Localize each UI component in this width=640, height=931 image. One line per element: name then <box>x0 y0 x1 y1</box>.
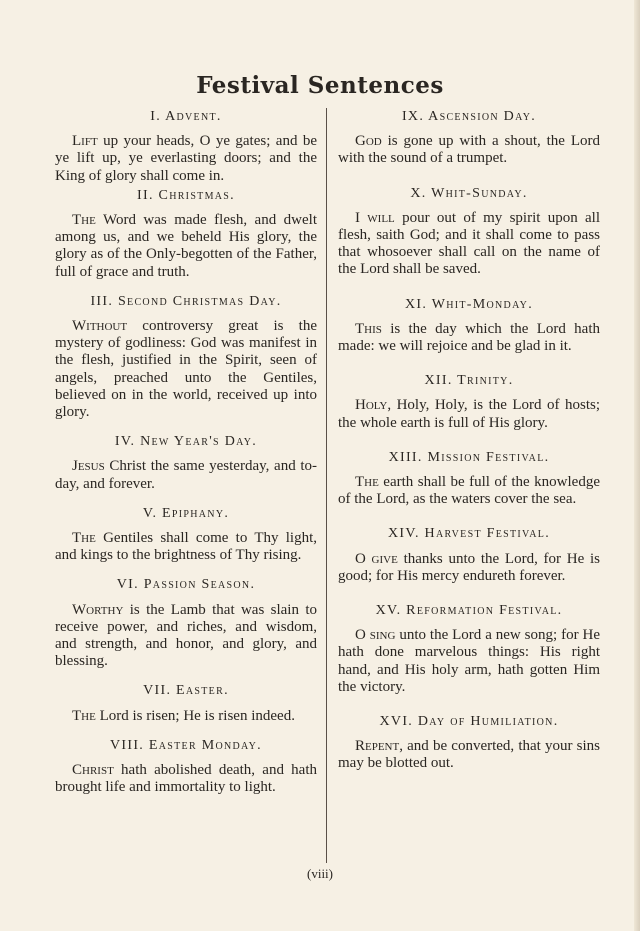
section-christmas <box>55 187 317 281</box>
section-easter <box>55 682 317 724</box>
section-heading: VII. Easter. <box>143 683 229 699</box>
column-divider <box>326 108 327 863</box>
section-heading: IV. New Year's Day. <box>114 434 258 450</box>
section-text: Jesus Christ the same yesterday, and to-day, and forever. <box>55 458 317 492</box>
section-mission-festival <box>338 449 600 509</box>
section-harvest-festival <box>338 525 600 585</box>
section-text: God is gone up with a shout, the Lord with the sound of a trumpet. <box>338 133 600 167</box>
section-text: Without controversy great is the mystery of godliness: God was manifest in the flesh, justified in the Spirit, seen of angels, preached unto the Gentiles, believed on in the world, received up into glory. <box>55 318 317 421</box>
section-heading: XV. Reformation Festival. <box>375 603 563 619</box>
section-text: I will pour out of my spirit upon all flesh, saith God; and it shall come to pass that whosoever shall call on the name of the Lord shall be saved. <box>338 209 600 278</box>
section-ascension-day <box>338 108 600 168</box>
section-heading: X. Whit-Sunday. <box>410 185 528 201</box>
section-heading: I. Advent. <box>150 109 222 124</box>
section-trinity <box>338 372 600 432</box>
section-whit-monday <box>338 296 600 356</box>
section-text: Holy, Holy, Holy, is the Lord of hosts; the whole earth is full of His glory. <box>338 397 600 431</box>
page-title: Festival Sentences <box>196 72 444 99</box>
left-column <box>55 108 317 809</box>
section-heading: IX. Ascension Day. <box>401 109 537 124</box>
page-edge-shadow <box>634 0 640 931</box>
section-text: The earth shall be full of the knowledge of the Lord, as the waters cover the sea. <box>338 474 600 508</box>
section-text: Repent, and be converted, that your sins may be blotted out. <box>338 738 600 772</box>
section-passion-season <box>55 576 317 670</box>
section-heading: II. Christmas. <box>137 187 235 203</box>
section-text: This is the day which the Lord hath made: we will rejoice and be glad in it. <box>338 320 600 355</box>
section-reformation-festival <box>338 602 600 696</box>
section-heading: XVI. Day of Humiliation. <box>379 714 559 730</box>
section-epiphany <box>55 505 317 565</box>
section-heading: V. Epiphany. <box>142 505 230 521</box>
section-day-of-humiliation <box>338 713 600 773</box>
section-whit-sunday <box>338 185 600 279</box>
section-heading: XII. Trinity. <box>424 373 514 389</box>
section-text: Christ hath abolished death, and hath brought life and immortality to light. <box>55 762 317 796</box>
right-column <box>338 108 600 785</box>
section-easter-monday <box>55 737 317 797</box>
section-new-years-day <box>55 433 317 493</box>
section-heading: XIV. Harvest Festival. <box>387 526 551 542</box>
section-heading: III. Second Christmas Day. <box>90 293 282 309</box>
page-number: (viii) <box>307 866 333 881</box>
section-heading: VI. Passion Season. <box>116 577 256 593</box>
section-advent <box>55 108 317 185</box>
section-text: Worthy is the Lamb that was slain to receive power, and riches, and wisdom, and strength, and honor, and glory, and blessing. <box>55 601 317 670</box>
section-text: O give thanks unto the Lord, for He is good; for His mercy endureth forever. <box>338 550 600 584</box>
section-second-christmas-day <box>55 293 317 421</box>
section-text: The Gentiles shall come to Thy light, and kings to the brightness of Thy rising. <box>55 530 317 564</box>
section-heading: XI. Whit-Monday. <box>405 296 533 312</box>
section-text: The Lord is risen; He is risen indeed. <box>72 707 295 724</box>
section-heading: VIII. Easter Monday. <box>110 737 262 753</box>
section-text: The Word was made flesh, and dwelt among us, and we beheld His glory, the glory as of the Only-begotten of the Father, full of grace and truth. <box>55 212 317 280</box>
section-heading: XIII. Mission Festival. <box>388 449 550 465</box>
section-text: Lift up your heads, O ye gates; and be ye lift up, ye everlasting doors; and the King of glory shall come in. <box>55 133 317 184</box>
section-text: O sing unto the Lord a new song; for He hath done marvelous things: His right hand, and His holy arm, hath gotten Him the victory. <box>338 627 600 695</box>
